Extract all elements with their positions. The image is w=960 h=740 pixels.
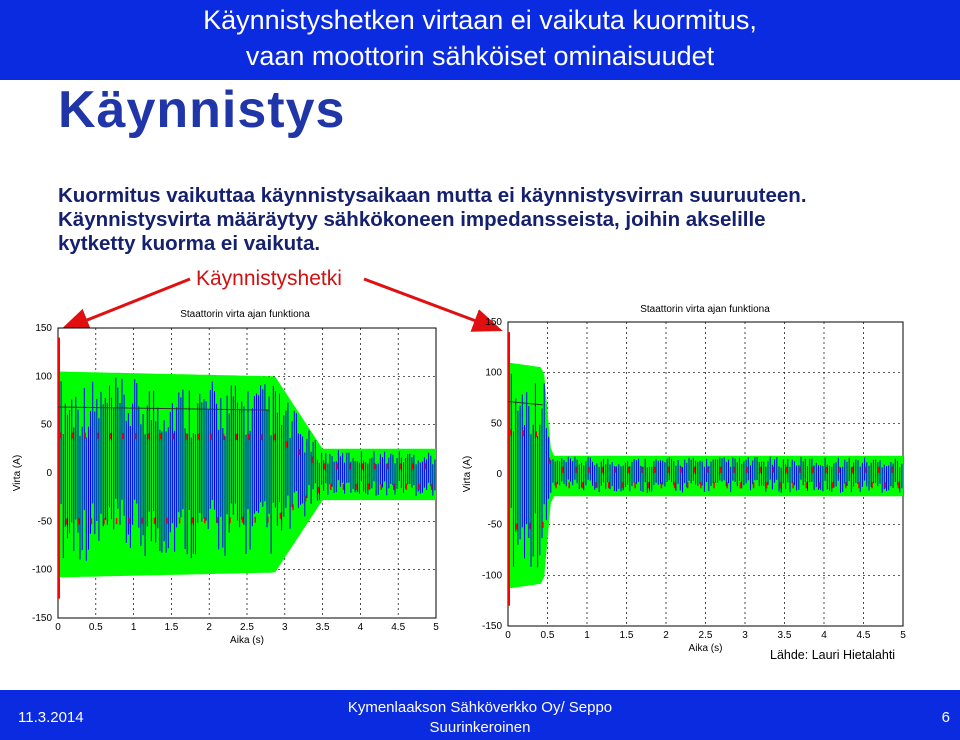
chart-title: Staattorin virta ajan funktiona: [640, 304, 770, 315]
x-tick-label: 5: [433, 622, 439, 633]
description-line-2: Käynnistysvirta määräytyy sähkökoneen impedansseista, joihin akselille: [58, 208, 766, 231]
slide-footer: [0, 690, 960, 740]
x-tick-label: 1: [130, 622, 137, 633]
x-tick-label: 4.5: [391, 622, 406, 633]
y-tick-label: 100: [485, 367, 502, 379]
x-tick-label: 0.5: [540, 630, 555, 641]
x-axis-label: Aika (s): [230, 635, 264, 646]
x-tick-label: 2.5: [698, 630, 713, 641]
footer-org-line-2: Suurinkeroinen: [429, 719, 531, 736]
x-tick-label: 1.5: [164, 622, 179, 633]
y-tick-label: 50: [40, 419, 52, 431]
y-tick-label: -150: [31, 613, 52, 624]
description-line-3: kytketty kuorma ei vaikuta.: [58, 232, 321, 255]
x-tick-label: 5: [900, 630, 906, 641]
x-tick-label: 2.5: [240, 622, 254, 633]
x-tick-label: 1: [584, 630, 590, 641]
y-tick-label: 0: [46, 468, 52, 479]
callout-arrow-left: [62, 279, 190, 330]
y-axis-label: Virta (A): [462, 455, 473, 493]
y-tick-label: -100: [481, 570, 502, 582]
y-tick-label: 50: [490, 418, 502, 430]
x-tick-label: 3.5: [315, 622, 330, 633]
y-tick-label: -100: [31, 564, 52, 576]
footer-date: 11.3.2014: [18, 709, 84, 726]
y-tick-label: 100: [35, 371, 52, 383]
y-tick-label: 150: [485, 317, 502, 328]
x-axis-label: Aika (s): [688, 643, 723, 654]
y-tick-label: -50: [37, 516, 52, 528]
startup-moment-callout: Käynnistyshetki: [196, 267, 342, 290]
chart-right: [462, 304, 906, 654]
x-tick-label: 3: [742, 630, 748, 641]
x-tick-label: 3.5: [777, 630, 792, 641]
y-tick-label: -50: [487, 519, 502, 531]
y-tick-label: 150: [35, 323, 52, 334]
y-tick-label: -150: [481, 621, 502, 632]
x-tick-label: 2: [206, 622, 212, 633]
slide-title-line-2: vaan moottorin sähköiset ominaisuudet: [245, 41, 715, 71]
callout-arrow-right: [364, 279, 500, 330]
y-tick-label: 0: [496, 469, 502, 480]
description-line-1: Kuormitus vaikuttaa käynnistysaikaan mutta ei käynnistysvirran suuruuteen.: [58, 184, 807, 207]
x-tick-label: 4.5: [856, 630, 871, 641]
x-tick-label: 4: [357, 622, 364, 633]
x-tick-label: 4: [821, 630, 827, 641]
slide-title-line-1: Käynnistyshetken virtaan ei vaikuta kuormitus,: [203, 5, 757, 35]
page-number: 6: [941, 709, 950, 726]
footer-org-line-1: Kymenlaakson Sähköverkko Oy/ Seppo: [347, 699, 613, 716]
x-tick-label: 3: [282, 622, 288, 633]
chart-title: Staattorin virta ajan funktiona: [180, 309, 310, 320]
footer-organization: [330, 698, 630, 738]
x-tick-label: 0: [55, 622, 61, 633]
x-tick-label: 0.5: [88, 622, 103, 633]
x-tick-label: 2: [663, 630, 669, 641]
x-tick-label: 0: [505, 630, 511, 641]
x-tick-label: 1.5: [619, 630, 634, 641]
source-note: Lähde: Lauri Hietalahti: [770, 648, 896, 662]
y-axis-label: Virta (A): [12, 454, 23, 492]
section-heading: Käynnistys: [58, 81, 346, 139]
chart-left: [12, 309, 439, 646]
